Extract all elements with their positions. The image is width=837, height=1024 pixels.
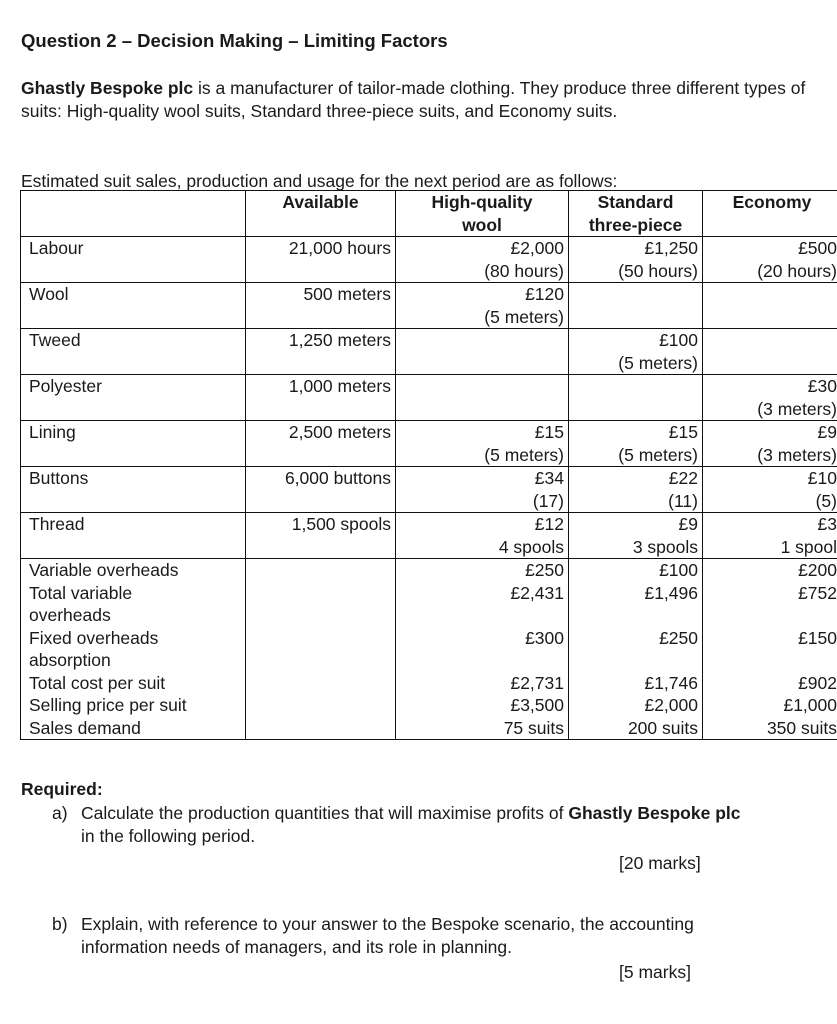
question-a-label: a) — [52, 803, 68, 823]
question-a-marks: [20 marks] — [619, 853, 701, 873]
table-row-selling-price: Selling price per suit £3,500 £2,000 £1,000 — [21, 694, 837, 717]
required-heading: Required: — [21, 779, 103, 799]
table-row-variable-overheads: Variable overheads £250 £100 £200 — [21, 559, 837, 582]
table-row-thread: Thread 1,500 spools £12 4 spools £9 3 spools £3 1 spool — [21, 513, 837, 559]
table-row-lining: Lining 2,500 meters £15 (5 meters) £15 (5 meters) £9 (3 meters) — [21, 421, 837, 467]
table-row-fixed-overheads: Fixed overheads absorption £300 £250 £150 — [21, 627, 837, 672]
intro-paragraph — [21, 77, 811, 122]
suit-data-table — [20, 190, 837, 740]
header-economy: Economy — [703, 191, 837, 237]
table-lead-text: Estimated suit sales, production and usage for the next period are as follows: — [21, 171, 618, 191]
table-row-labour: Labour 21,000 hours £2,000 (80 hours) £1,250 (50 hours) £500 (20 hours) — [21, 237, 837, 283]
header-high-quality-wool: High-quality wool — [396, 191, 569, 237]
company-name: Ghastly Bespoke plc — [21, 78, 194, 98]
question-a-text: Calculate the production quantities that will maximise profits of Ghastly Bespoke plc in the following period. — [81, 803, 741, 846]
table-row-wool: Wool 500 meters £120 (5 meters) — [21, 283, 837, 329]
table-row-total-variable-overheads: Total variable overheads £2,431 £1,496 £752 — [21, 582, 837, 627]
question-b-text: Explain, with reference to your answer to the Bespoke scenario, the accounting information needs of managers, and its role in planning. — [81, 914, 694, 957]
table-row-polyester: Polyester 1,000 meters £30 (3 meters) — [21, 375, 837, 421]
header-standard-three-piece: Standard three-piece — [569, 191, 703, 237]
table-row-tweed: Tweed 1,250 meters £100 (5 meters) — [21, 329, 837, 375]
question-title: Question 2 – Decision Making – Limiting Factors — [21, 30, 448, 51]
table-row-total-cost: Total cost per suit £2,731 £1,746 £902 — [21, 672, 837, 695]
header-available: Available — [246, 191, 396, 237]
intro-text: is a manufacturer of tailor-made clothing. They produce three different types of suits: High-quality wool suits, Standard three-piece suits, and Economy suits. — [21, 78, 806, 121]
table-row-buttons: Buttons 6,000 buttons £34 (17) £22 (11) £10 (5) — [21, 467, 837, 513]
table-header-row — [21, 191, 837, 237]
table-row-sales-demand: Sales demand 75 suits 200 suits 350 suits — [21, 717, 837, 740]
question-b-label: b) — [52, 914, 68, 934]
question-b-marks: [5 marks] — [619, 962, 691, 982]
